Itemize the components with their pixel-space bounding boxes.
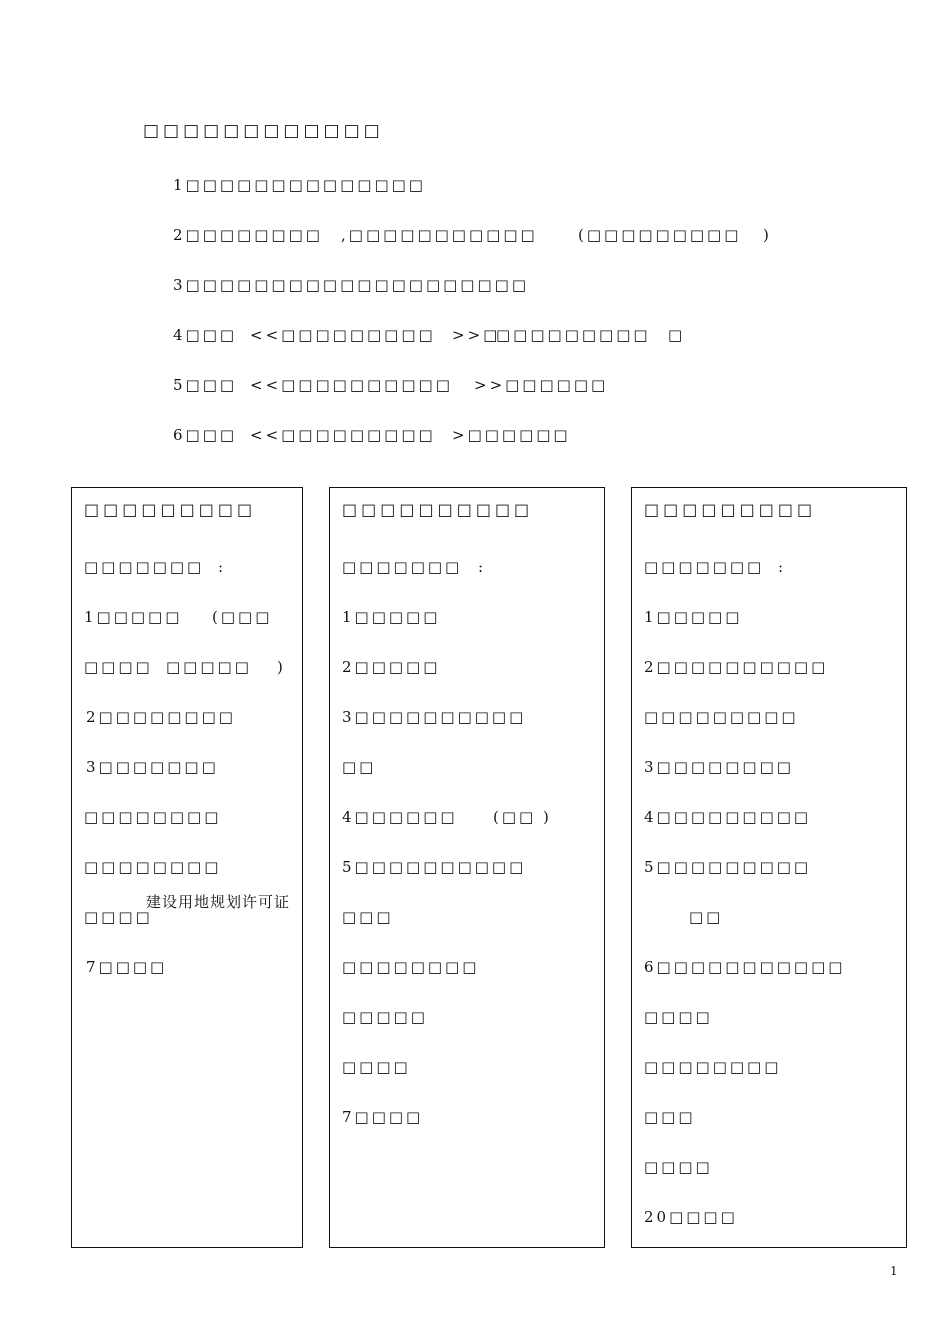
middle-box-line-9: □□□□□□□□ xyxy=(342,958,480,976)
left-box-permit-label: 建设用地规划许可证 xyxy=(146,893,291,911)
right-box-line-5: 3□□□□□□□□ xyxy=(644,758,794,776)
list-item-5-part-c: >>□□□□□□ xyxy=(474,376,609,394)
right-box-line-8: □□ xyxy=(689,908,724,926)
left-box-line-5: 3□□□□□□□ xyxy=(86,758,219,776)
list-item-6-part-a: 6□□□ xyxy=(173,426,238,444)
middle-box-line-10: □□□□□ xyxy=(342,1008,428,1026)
middle-box-line-3: 2□□□□□ xyxy=(342,658,441,676)
list-item-1: 1□□□□□□□□□□□□□□ xyxy=(173,176,426,194)
right-box-line-12: □□□ xyxy=(644,1108,696,1126)
right-box-line-10: □□□□ xyxy=(644,1008,713,1026)
left-box-line-2a: 1□□□□□ xyxy=(84,608,183,626)
middle-box-line-12: 7□□□□ xyxy=(342,1108,424,1126)
page-number: 1 xyxy=(890,1264,898,1278)
list-item-4-part-d: □□□□□□□□□ xyxy=(496,326,651,344)
middle-box-line-4: 3□□□□□□□□□□ xyxy=(342,708,527,726)
left-box-line-2b: (□□□ xyxy=(212,608,273,626)
middle-box-line-1: □□□□□□□ xyxy=(342,558,463,576)
list-item-2-part-c: (□□□□□□□□□ xyxy=(578,226,742,244)
list-item-4-part-b: <<□□□□□□□□□ xyxy=(250,326,436,344)
right-box-line-9: 6□□□□□□□□□□□ xyxy=(644,958,846,976)
right-box-line-1-colon: : xyxy=(778,558,784,576)
list-item-5-part-a: 5□□□ xyxy=(173,376,238,394)
left-box-title: □□□□□□□□□ xyxy=(84,500,257,519)
right-box-line-11: □□□□□□□□ xyxy=(644,1058,782,1076)
list-item-2-part-d: ) xyxy=(763,226,772,244)
right-box-line-13: □□□□ xyxy=(644,1158,713,1176)
middle-box-line-6a: 4□□□□□□ xyxy=(342,808,458,826)
list-item-4-part-a: 4□□□ xyxy=(173,326,238,344)
left-box-line-3b: □□□□□ xyxy=(166,658,252,676)
left-box-line-1-colon: : xyxy=(218,558,224,576)
middle-box-line-2: 1□□□□□ xyxy=(342,608,441,626)
left-box-line-1: □□□□□□□ xyxy=(84,558,205,576)
left-box-line-4: 2□□□□□□□□ xyxy=(86,708,236,726)
list-item-5-part-b: <<□□□□□□□□□□ xyxy=(250,376,453,394)
left-box-line-6: □□□□□□□□ xyxy=(84,808,222,826)
right-box-title: □□□□□□□□□ xyxy=(644,500,817,519)
left-box-line-3a: □□□□ xyxy=(84,658,153,676)
middle-box xyxy=(329,487,605,1248)
middle-box-line-5: □□ xyxy=(342,758,377,776)
middle-box-line-8: □□□ xyxy=(342,908,394,926)
left-box-line-9: 7□□□□ xyxy=(86,958,168,976)
list-item-2-part-a: 2□□□□□□□□ xyxy=(173,226,323,244)
list-item-4-part-e: □ xyxy=(668,326,686,344)
middle-box-line-11: □□□□ xyxy=(342,1058,411,1076)
page-heading: □□□□□□□□□□□□ xyxy=(143,121,384,141)
left-box-line-8: □□□□ xyxy=(84,908,153,926)
list-item-2-part-b: ,□□□□□□□□□□□ xyxy=(341,226,538,244)
list-item-6-part-b: <<□□□□□□□□□ xyxy=(250,426,436,444)
right-box-line-14: 20□□□□ xyxy=(644,1208,738,1226)
middle-box-line-7: 5□□□□□□□□□□ xyxy=(342,858,527,876)
right-box xyxy=(631,487,907,1248)
right-box-line-2: 1□□□□□ xyxy=(644,608,743,626)
middle-box-line-6c: ) xyxy=(543,808,552,826)
left-box-line-7: □□□□□□□□ xyxy=(84,858,222,876)
right-box-line-4: □□□□□□□□□ xyxy=(644,708,799,726)
list-item-3: 3□□□□□□□□□□□□□□□□□□□□ xyxy=(173,276,529,294)
right-box-line-6: 4□□□□□□□□□ xyxy=(644,808,812,826)
right-box-line-7: 5□□□□□□□□□ xyxy=(644,858,812,876)
right-box-line-1: □□□□□□□ xyxy=(644,558,765,576)
middle-box-line-6b: (□□ xyxy=(493,808,537,826)
list-item-6-part-c: >□□□□□□ xyxy=(452,426,571,444)
list-item-4-part-c: >>□ xyxy=(452,326,501,344)
left-box xyxy=(71,487,303,1248)
middle-box-line-1-colon: : xyxy=(478,558,484,576)
right-box-line-3: 2□□□□□□□□□□ xyxy=(644,658,829,676)
middle-box-title: □□□□□□□□□□ xyxy=(342,500,534,519)
left-box-line-3c: ) xyxy=(277,658,286,676)
